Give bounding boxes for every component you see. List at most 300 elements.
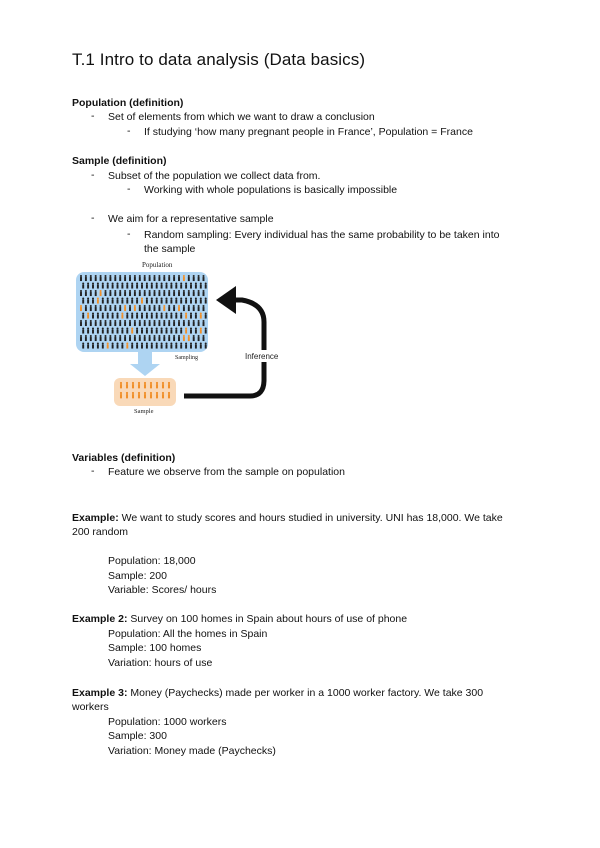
person-body [185, 315, 187, 319]
person-head [178, 290, 180, 292]
person-body [112, 330, 114, 334]
person-body [105, 322, 107, 326]
person-head [116, 312, 118, 314]
person-head [119, 335, 121, 337]
person-head [198, 305, 200, 307]
person-head [124, 275, 126, 277]
person-body [126, 285, 128, 289]
person-head [121, 312, 123, 314]
person-head [180, 297, 182, 299]
person-body [195, 345, 197, 349]
person-head [139, 275, 141, 277]
example1-population: Population: 18,000 [108, 555, 196, 567]
person-head [178, 305, 180, 307]
diagram-population-label: Population [142, 261, 173, 269]
person-body [149, 307, 151, 311]
person-body [121, 330, 123, 334]
person-head [109, 335, 111, 337]
person-head [102, 327, 104, 329]
person-body [120, 394, 122, 398]
person-head [126, 327, 128, 329]
person-head [185, 282, 187, 284]
person-head [134, 290, 136, 292]
person-body [158, 337, 160, 341]
person-head [116, 342, 118, 344]
person-head [126, 282, 128, 284]
person-head [87, 297, 89, 299]
person-body [188, 277, 190, 281]
person-head [119, 275, 121, 277]
person-head [144, 320, 146, 322]
person-body [166, 285, 168, 289]
person-head [146, 312, 148, 314]
person-head [100, 320, 102, 322]
person-body [109, 307, 111, 311]
person-body [175, 330, 177, 334]
person-body [168, 277, 170, 281]
person-body [92, 345, 94, 349]
person-head [165, 327, 167, 329]
person-body [92, 300, 94, 304]
person-body [193, 277, 195, 281]
person-body [141, 300, 143, 304]
person-body [126, 315, 128, 319]
person-body [107, 300, 109, 304]
person-head [158, 335, 160, 337]
person-body [136, 300, 138, 304]
person-head [156, 327, 158, 329]
person-head [131, 342, 133, 344]
person-head [97, 342, 99, 344]
person-head [112, 312, 114, 314]
person-head [202, 275, 204, 277]
person-body [105, 307, 107, 311]
person-body [126, 345, 128, 349]
person-body [205, 330, 207, 334]
person-body [161, 285, 163, 289]
person-body [92, 315, 94, 319]
person-body [146, 330, 148, 334]
person-body [124, 322, 126, 326]
person-head [129, 335, 131, 337]
bullet-dash: - [91, 212, 95, 224]
person-body [144, 292, 146, 296]
person-body [136, 330, 138, 334]
person-head [163, 335, 165, 337]
person-head [163, 305, 165, 307]
person-body [190, 285, 192, 289]
person-head [109, 290, 111, 292]
person-head [119, 320, 121, 322]
person-body [107, 345, 109, 349]
example1-label: Example: [72, 512, 119, 524]
person-head [151, 312, 153, 314]
person-head [87, 327, 89, 329]
person-body [105, 292, 107, 296]
person-head [188, 275, 190, 277]
example3-population: Population: 1000 workers [108, 716, 227, 728]
person-head [107, 342, 109, 344]
person-body [124, 277, 126, 281]
person-head [141, 297, 143, 299]
person-body [183, 277, 185, 281]
person-head [151, 282, 153, 284]
person-head [138, 382, 140, 384]
person-body [183, 337, 185, 341]
example1-text: We want to study scores and hours studied in university. UNI has 18,000. We take [118, 512, 503, 524]
person-body [151, 330, 153, 334]
person-head [150, 392, 152, 394]
person-head [131, 312, 133, 314]
person-head [156, 342, 158, 344]
person-body [151, 315, 153, 319]
person-head [149, 275, 151, 277]
person-body [185, 285, 187, 289]
person-body [134, 292, 136, 296]
example1-variable: Variable: Scores/ hours [108, 584, 217, 596]
person-head [129, 275, 131, 277]
person-head [173, 305, 175, 307]
person-body [102, 330, 104, 334]
person-body [163, 292, 165, 296]
person-body [119, 322, 121, 326]
person-head [112, 297, 114, 299]
person-body [185, 330, 187, 334]
person-body [90, 277, 92, 281]
person-body [168, 337, 170, 341]
person-body [129, 322, 131, 326]
person-head [153, 290, 155, 292]
person-head [129, 320, 131, 322]
person-head [121, 297, 123, 299]
person-body [180, 300, 182, 304]
person-body [158, 292, 160, 296]
person-body [195, 315, 197, 319]
person-body [131, 330, 133, 334]
person-head [141, 327, 143, 329]
person-body [161, 345, 163, 349]
person-body [149, 322, 151, 326]
person-head [173, 335, 175, 337]
person-body [166, 315, 168, 319]
person-body [149, 337, 151, 341]
person-body [205, 285, 207, 289]
bullet-dash: - [91, 110, 95, 122]
person-body [195, 300, 197, 304]
person-head [188, 335, 190, 337]
person-head [85, 290, 87, 292]
person-body [190, 300, 192, 304]
person-body [112, 285, 114, 289]
population-heading: Population (definition) [72, 97, 184, 109]
person-head [136, 282, 138, 284]
person-body [80, 277, 82, 281]
person-head [124, 320, 126, 322]
diagram-sample-label: Sample [134, 408, 154, 415]
person-body [120, 384, 122, 388]
person-body [163, 322, 165, 326]
person-head [136, 312, 138, 314]
person-head [149, 305, 151, 307]
person-body [87, 345, 89, 349]
variables-heading: Variables (definition) [72, 452, 176, 464]
person-head [161, 312, 163, 314]
person-head [183, 305, 185, 307]
person-body [102, 300, 104, 304]
person-body [200, 330, 202, 334]
person-head [139, 290, 141, 292]
sampling-diagram [72, 260, 302, 420]
person-head [183, 320, 185, 322]
person-head [200, 297, 202, 299]
person-body [180, 285, 182, 289]
person-head [114, 305, 116, 307]
person-body [119, 277, 121, 281]
person-body [163, 307, 165, 311]
person-body [80, 322, 82, 326]
person-head [156, 282, 158, 284]
person-head [80, 275, 82, 277]
person-head [153, 335, 155, 337]
person-body [198, 277, 200, 281]
person-head [146, 327, 148, 329]
person-body [105, 337, 107, 341]
person-head [120, 382, 122, 384]
person-body [162, 384, 164, 388]
person-body [156, 330, 158, 334]
person-body [139, 277, 141, 281]
person-head [156, 382, 158, 384]
person-head [136, 297, 138, 299]
person-body [193, 292, 195, 296]
person-head [124, 305, 126, 307]
person-head [195, 282, 197, 284]
person-body [107, 285, 109, 289]
person-head [178, 275, 180, 277]
person-body [85, 322, 87, 326]
bullet-dash: - [127, 183, 131, 195]
population-bullet: Set of elements from which we want to draw a conclusion [108, 111, 375, 123]
person-head [144, 392, 146, 394]
person-head [126, 297, 128, 299]
person-head [124, 290, 126, 292]
person-head [161, 327, 163, 329]
person-head [144, 290, 146, 292]
person-body [203, 322, 205, 326]
person-head [195, 342, 197, 344]
person-body [138, 384, 140, 388]
person-head [134, 305, 136, 307]
person-head [87, 342, 89, 344]
person-head [156, 392, 158, 394]
person-body [119, 307, 121, 311]
person-head [193, 275, 195, 277]
person-head [107, 297, 109, 299]
person-head [193, 335, 195, 337]
person-body [141, 330, 143, 334]
person-body [90, 322, 92, 326]
person-head [90, 275, 92, 277]
example2-variation: Variation: hours of use [108, 657, 213, 669]
person-head [180, 327, 182, 329]
person-head [116, 327, 118, 329]
person-head [87, 282, 89, 284]
person-body [156, 315, 158, 319]
person-head [139, 335, 141, 337]
person-head [139, 320, 141, 322]
person-body [178, 277, 180, 281]
person-head [188, 320, 190, 322]
person-body [150, 384, 152, 388]
person-head [168, 382, 170, 384]
person-head [193, 290, 195, 292]
person-head [82, 342, 84, 344]
person-head [205, 312, 207, 314]
person-body [180, 345, 182, 349]
person-body [151, 345, 153, 349]
person-head [95, 335, 97, 337]
person-head [82, 297, 84, 299]
person-head [205, 297, 207, 299]
person-head [121, 342, 123, 344]
person-body [150, 394, 152, 398]
person-head [158, 290, 160, 292]
person-body [193, 322, 195, 326]
person-head [92, 297, 94, 299]
person-head [132, 382, 134, 384]
person-body [146, 345, 148, 349]
person-body [154, 292, 156, 296]
person-body [151, 285, 153, 289]
person-head [202, 305, 204, 307]
person-head [144, 275, 146, 277]
person-body [80, 307, 82, 311]
person-body [114, 277, 116, 281]
person-head [124, 335, 126, 337]
page-title: T.1 Intro to data analysis (Data basics) [72, 50, 366, 69]
person-head [161, 282, 163, 284]
person-head [200, 342, 202, 344]
person-body [85, 292, 87, 296]
person-head [100, 275, 102, 277]
person-body [85, 337, 87, 341]
person-body [102, 285, 104, 289]
person-body [195, 330, 197, 334]
person-head [205, 327, 207, 329]
person-body [161, 300, 163, 304]
person-body [117, 285, 119, 289]
example2-label: Example 2: [72, 613, 128, 625]
example3-text: Money (Paychecks) made per worker in a 1000 worker factory. We take 300 [127, 687, 484, 699]
person-body [178, 307, 180, 311]
person-body [107, 330, 109, 334]
example1-sample: Sample: 200 [108, 570, 167, 582]
person-body [82, 345, 84, 349]
person-body [97, 285, 99, 289]
person-body [149, 292, 151, 296]
person-body [178, 292, 180, 296]
person-body [126, 384, 128, 388]
person-head [156, 297, 158, 299]
person-body [126, 330, 128, 334]
person-body [144, 384, 146, 388]
person-head [195, 297, 197, 299]
person-body [188, 292, 190, 296]
person-head [121, 327, 123, 329]
person-head [104, 290, 106, 292]
person-head [82, 327, 84, 329]
person-body [188, 322, 190, 326]
person-body [168, 292, 170, 296]
person-body [144, 337, 146, 341]
person-head [158, 305, 160, 307]
person-body [124, 337, 126, 341]
variables-bullet: Feature we observe from the sample on population [108, 466, 345, 478]
person-head [90, 335, 92, 337]
person-body [173, 307, 175, 311]
person-head [185, 342, 187, 344]
person-body [131, 315, 133, 319]
person-head [190, 342, 192, 344]
person-body [193, 307, 195, 311]
person-head [126, 382, 128, 384]
person-body [109, 277, 111, 281]
person-head [163, 290, 165, 292]
person-body [154, 322, 156, 326]
person-head [151, 297, 153, 299]
person-body [124, 292, 126, 296]
person-head [131, 327, 133, 329]
person-body [203, 337, 205, 341]
person-head [150, 382, 152, 384]
person-head [163, 275, 165, 277]
person-body [134, 307, 136, 311]
person-body [193, 337, 195, 341]
person-body [156, 345, 158, 349]
person-body [149, 277, 151, 281]
person-body [97, 300, 99, 304]
person-head [158, 275, 160, 277]
person-body [97, 315, 99, 319]
person-head [107, 327, 109, 329]
person-body [144, 277, 146, 281]
person-body [138, 394, 140, 398]
person-head [202, 290, 204, 292]
person-head [185, 312, 187, 314]
person-head [102, 312, 104, 314]
bullet-dash: - [91, 169, 95, 181]
person-head [156, 312, 158, 314]
person-head [80, 320, 82, 322]
person-body [170, 285, 172, 289]
person-head [151, 342, 153, 344]
person-head [136, 342, 138, 344]
person-body [175, 285, 177, 289]
person-body [166, 300, 168, 304]
inference-arrowhead [216, 286, 236, 314]
person-head [126, 312, 128, 314]
person-head [170, 282, 172, 284]
person-body [154, 307, 156, 311]
person-body [203, 307, 205, 311]
person-head [165, 312, 167, 314]
person-head [190, 312, 192, 314]
person-head [190, 297, 192, 299]
person-body [183, 292, 185, 296]
person-body [134, 322, 136, 326]
person-body [175, 345, 177, 349]
person-head [107, 282, 109, 284]
